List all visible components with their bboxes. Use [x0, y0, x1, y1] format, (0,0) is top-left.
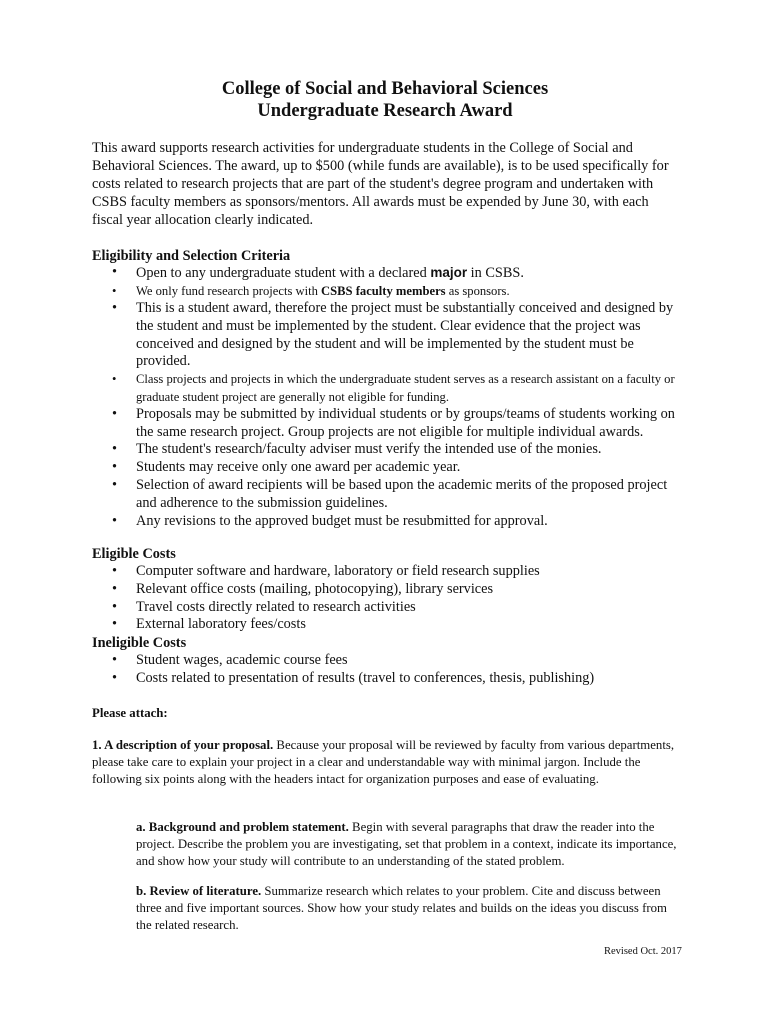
bullet-icon: • [112, 459, 118, 476]
list-item [92, 513, 682, 531]
attach-item-b-text: Summarize research which relates to your problem. Cite and discuss between three and five important sources. Show how your study relates and builds on the ideas you discuss from the related research. [136, 884, 667, 932]
eligible-costs-heading: Eligible Costs [92, 546, 176, 562]
bullet-icon: • [112, 669, 118, 686]
list-item-text: The student's research/faculty adviser must verify the intended use of the monies. [136, 441, 602, 458]
list-item [92, 670, 682, 688]
bullet-icon: • [112, 283, 117, 298]
list-item-text: We only fund research projects with [136, 283, 322, 298]
please-attach-heading: Please attach: [92, 706, 168, 720]
bullet-icon: • [112, 300, 118, 317]
list-item [92, 652, 682, 670]
attach-item-1-title: 1. A description of your proposal. [92, 738, 274, 752]
list-item [92, 371, 682, 406]
bullet-icon: • [112, 477, 118, 494]
attach-item-a-title: a. Background and problem statement. [136, 820, 349, 834]
list-item [92, 563, 682, 581]
revision-date: Revised Oct. 2017 [604, 946, 682, 957]
list-item-text: Travel costs directly related to research activities [136, 598, 416, 615]
list-item [92, 599, 682, 617]
attach-item-b-title: b. Review of literature. [136, 884, 262, 898]
bullet-icon: • [112, 598, 118, 615]
list-item-text: External laboratory fees/costs [136, 616, 306, 633]
list-item-text: Open to any undergraduate student with a declared [136, 265, 431, 281]
list-item-text: Any revisions to the approved budget must be resubmitted for approval. [136, 512, 548, 529]
bullet-icon: • [112, 563, 118, 579]
bullet-icon: • [112, 580, 118, 597]
bullet-icon: • [112, 512, 118, 529]
list-item-text: Student wages, academic course fees [136, 652, 348, 668]
eligibility-heading: Eligibility and Selection Criteria [92, 248, 291, 264]
attach-item-b [136, 883, 680, 933]
bullet-icon: • [112, 441, 118, 458]
list-item-text: Selection of award recipients will be based upon the academic merits of the proposed project and adherence to the submission guidelines. [136, 477, 668, 511]
list-item-text: in CSBS. [467, 265, 524, 281]
list-item-text: as sponsors. [445, 283, 510, 298]
bullet-icon: • [112, 405, 118, 422]
list-item-text: Computer software and hardware, laboratory or field research supplies [136, 563, 540, 579]
emphasis-faculty: CSBS faculty members [321, 283, 446, 298]
title-line-1: College of Social and Behavioral Sciences [221, 79, 549, 99]
eligibility-list [92, 264, 682, 530]
list-item-text: This is a student award, therefore the project must be substantially conceived and designed by the student and must be implemented by the student. Clear evidence that the project was conceived and designed by the student and will be implemented by the student must be provided. [136, 300, 674, 370]
title-line-2: Undergraduate Research Award [257, 101, 513, 121]
emphasis-major: major [430, 265, 468, 280]
bullet-icon: • [112, 652, 118, 668]
list-item-text: Costs related to presentation of results (travel to conferences, thesis, publishing) [136, 669, 595, 686]
eligible-costs-list [92, 563, 682, 634]
list-item [92, 264, 682, 283]
list-item-text: Relevant office costs (mailing, photocopying), library services [136, 580, 494, 597]
bullet-icon: • [112, 372, 117, 387]
list-item [92, 581, 682, 599]
attach-item-1-text: Because your proposal will be reviewed by faculty from various departments, please take care to explain your project in a clear and understandable way with minimal jargon. Include the following six points along with the headers intact for organization purposes and ease of evaluating. [92, 738, 675, 786]
list-item [92, 459, 682, 477]
list-item [92, 406, 682, 442]
list-item-text: Proposals may be submitted by individual students or by groups/teams of students working on the same research project. Group projects are not eligible for multiple individual awards. [136, 405, 675, 440]
list-item [92, 477, 682, 513]
list-item [92, 283, 682, 300]
attach-item-a [136, 819, 680, 869]
bullet-icon: • [112, 264, 118, 280]
attach-item-1 [92, 737, 676, 787]
bullet-icon: • [112, 616, 118, 633]
list-item-text: Class projects and projects in which the undergraduate student serves as a research assistant on a faculty or graduate student project are generally not eligible for funding. [136, 372, 675, 404]
intro-paragraph: This award supports research activities for undergraduate students in the College of Social and Behavioral Sciences. The award, up to $500 (while funds are available), is to be used specifically for costs related to research projects that are part of the student's degree program and undertaken with CSBS faculty members as sponsors/mentors. All awards must be expended by June 30, with each fiscal year allocation clearly indicated. [92, 140, 669, 228]
list-item [92, 616, 682, 634]
list-item [92, 300, 682, 371]
list-item [92, 441, 682, 459]
ineligible-costs-heading: Ineligible Costs [92, 635, 187, 651]
list-item-text: Students may receive only one award per academic year. [136, 459, 461, 476]
attach-item-a-text: Begin with several paragraphs that draw the reader into the project. Describe the problem you are investigating, set that problem in a context, indicate its importance, and show how your study will contribute to an understanding of the stated problem. [136, 820, 677, 868]
ineligible-costs-list [92, 652, 682, 688]
